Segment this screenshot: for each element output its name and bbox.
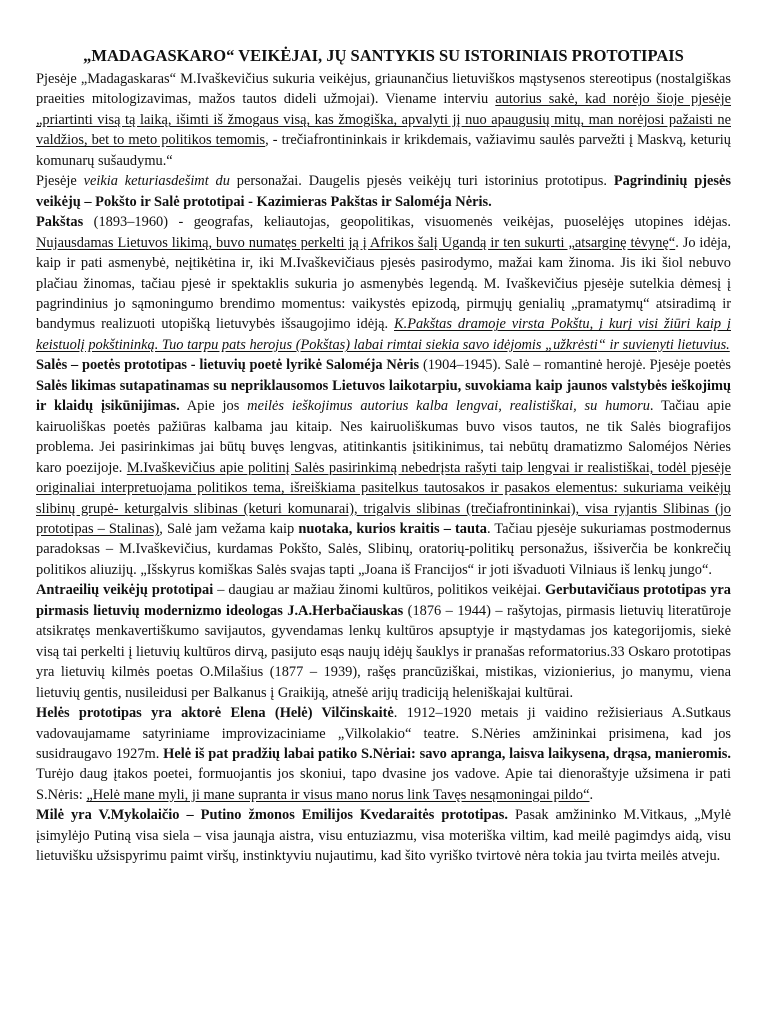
- sale-text-3: . Tačiau apie kairuoliškas poetės pažiūras kalbama jau kitaip. Nes kairuoliškumas buvo visos tautos, ne tik Salės biografijos problema. Jei pasirinkimas jai būtų buvęs lengvas, atitinkantis įsitikinimus, tai nebūtų dramatizmo Saloméjos Nėries karo poezijoje.: [36, 398, 731, 476]
- characters-text-2: personažai. Daugelis pjesės veikėjų turi istorinius prototipus.: [229, 173, 614, 190]
- paragraph-hele: [36, 703, 731, 805]
- sale-love-search: meilės ieškojimus autorius kalba lengvai, realistiškai, su humoru: [247, 398, 650, 415]
- paragraph-pakstas: [36, 212, 731, 355]
- sale-text-2: Apie jos: [179, 398, 248, 415]
- secondary-text-2: (1876 – 1944) – rašytojas, pirmasis lietuvių literatūroje atsikratęs menkavertiškumo savijautos, gyvendamas lenkų kultūros apsuptyje ir mąstydamas jos kategorijomis, siekė visą tai perkelti į lietuvių kultūros dirvą, pasijuto esąs naujų idėjų šauklys ir pranašas reformatorius.33 Oskaro prototipas yra lietuvių kilmės poetas O.Milašius (1877 – 1939), rašęs prancūziškai, mistikas, vizionierius, jo manymu, viena lietuvių gentis, nusileidusi per Balkanus į Graikiją, atnešė arijų tradiciją heleniškajai kultūrai.: [36, 602, 731, 701]
- sale-text-5: . Tačiau pjesėje sukuriamas postmodernus paradoksas – M.Ivaškevičius, kurdamas Pokšto, Salės, Slibinų, oratorių-politikų personažus, išsiverčia be konkrečių politikos aliuzijų. „Išskyrus komiškas Salės svajas tapti „Joana iš Francijos“ ir joti išvaduoti Vilniaus iš lenkų jungo“.: [36, 520, 731, 578]
- hele-text: . 1912–1920 metais ji vaidino režisieriaus A.Sutkaus vadovaujamame satyriniame improvizaciniame „Vilkolakio“ teatre. S.Nėries amžininkai prisimena, kad jos susidraugavo 1927m.: [36, 705, 731, 762]
- secondary-text: – daugiau ar mažiau žinomi kultūros, politikos veikėjai.: [213, 582, 545, 599]
- sale-text: (1904–1945). Salė – romantinė herojė. Pjesėje poetės: [419, 357, 731, 374]
- hele-text-3: .: [589, 786, 594, 803]
- paragraph-secondary: [36, 580, 731, 703]
- secondary-heading: Antraeilių veikėjų prototipai: [36, 582, 214, 599]
- intro-text-end: , - trečiafrontininkais ir krikdemais, važiavimu saulės parvežti į Maskvą, keturių komunarų sušaudymu.“: [36, 132, 731, 169]
- pakstas-name: Pakštas: [36, 214, 84, 231]
- main-prototypes: Pagrindinių pjesės veikėjų – Pokšto ir Salė prototipai - Kazimieras Pakštas ir Saloméja Nėris.: [36, 173, 731, 210]
- hele-quote: „Helė mane myli, ji mane supranta ir visus mano norus link Tavęs nesąmoningai pildo“: [86, 786, 590, 803]
- sale-bride: nuotaka, kurios kraitis – tauta: [298, 520, 487, 537]
- sale-prototype: Salės – poetės prototipas - lietuvių poetė lyrikė Saloméja Nėris: [36, 357, 420, 374]
- paragraph-intro: [36, 69, 731, 171]
- pakstas-uganda-idea: Nujausdamas Lietuvos likimą, buvo numatęs perkelti ją į Afrikos šalį Ugandą ir ten sukurti „atsarginę tėvynę“: [36, 234, 676, 251]
- hele-text-2: Turėjo daug įtakos poetei, formuojantis jos skoniui, tapo dvasine jos vadove. Apie tai dienoraštyje užsimena ir pati S.Nėris:: [36, 766, 731, 803]
- intro-text: Pjesėje „Madagaskaras“ M.Ivaškevičius sukuria veikėjus, griaunančius lietuviškos mąstysenos stereotipus (nostalgiškas praeities mitologizavimas, mažos tautos dideli užmojai). Viename interviu: [36, 71, 731, 108]
- characters-text: Pjesėje: [36, 173, 84, 190]
- hele-traits: Helė iš pat pradžių labai patiko S.Nėriai: savo apranga, laisva laikysena, drąsa, manieromis.: [163, 745, 731, 762]
- paragraph-characters: [36, 171, 731, 212]
- pakstas-italic-underline: K.Pakštas dramoje virsta Pokštu, į kurį visi žiūri kaip į keistuolį pokštininką. Tuo tarpu pats herojus (Pokštas) labai rimtai siekia savo idėjomis „užkrėsti“ ir suvienyti lietuvius.: [36, 316, 731, 353]
- sale-fate: Salės likimas sutapatinamas su nepriklausomos Lietuvos laikotarpiu, suvokiama kaip jaunos valstybės ieškojimų ir klaidų įsikūnijimas.: [36, 377, 731, 415]
- intro-quote: autorius sakė, kad norėjo šioje pjesėje „priartinti visą tą laiką, išimti iš žmogaus visą, kas žmogiška, apvalyti jį nuo apaugusių mitų, man norėjosi pažaisti ne valdžios, bet to meto politikos temomis: [36, 91, 731, 149]
- mile-prototype: Milė yra V.Mykolaičio – Putino žmonos Emilijos Kvedaraitės prototipas.: [36, 807, 508, 824]
- characters-count: veikia keturiasdešimt du: [83, 173, 230, 190]
- pakstas-bio: (1893–1960) - geografas, keliautojas, geopolitikas, visuomenės veikėjas, puoselėjęs utopines idėjas.: [83, 214, 731, 231]
- gerbutavicius-prototype: Gerbutavičiaus prototipas yra pirmasis lietuvių modernizmo ideologas J.A.Herbačiauskas: [36, 582, 731, 619]
- paragraph-mile: [36, 805, 731, 866]
- paragraph-sale: [36, 355, 731, 580]
- hele-prototype: Helės prototipas yra aktorė Elena (Helė) Vilčinskaitė: [36, 705, 394, 722]
- sale-dragons: M.Ivaškevičius apie politinį Salės pasirinkimą nebedrįsta rašyti taip lengvai ir realistiškai, todėl pjesėje originaliai interpretuojama politikos tema, išreiškiama pasitelkus tautosakos ir pasakos elementus: sukuriama veikėjų slibinų grupė- keturgalvis slibinas (keturi komunarai), trigalvis slibinas (trečiafrontininkai), visa ryjantis Slibinas (jo prototipas – Stalinas): [36, 459, 731, 537]
- pakstas-text: . Jo idėja, kaip ir pati asmenybė, neįtikėtina ir, iki M.Ivaškevičiaus pjesės pasirodymo, mažai kam žinoma. Jis iki šiol nebuvo plačiau žinomas, tačiau pjesė ir spektaklis sukuria jo asmenybės legendą. M. Ivaškevičius pjesėje sutelkia dėmesį į pagrindinius jo sąmoningumo brendimo momentus: vaikystės epizodą, pirmųjų genialių „pramatymų“ atsiradimą ir bandymus realizuoti utopišką lietuvybės išsaugojimo idėją.: [36, 234, 731, 333]
- document-title: „MADAGASKARO“ VEIKĖJAI, JŲ SANTYKIS SU ISTORINIAIS PROTOTIPAIS: [83, 46, 684, 65]
- mile-text: Pasak amžininko M.Vitkaus, „Mylė įsimylėjo Putiną visa siela – visa jaunąja aistra, visu entuziazmu, visa moteriška viltim, kad meilė pagimdys aidą, visu lietuvišku užsispyrimu paimt viršų, instinktyviu nujautimu, kad šito vyriško tvirtovė nėra tokia jau tvirta meilės atveju.: [36, 807, 731, 865]
- sale-text-4: , Salė jam vežama kaip: [159, 520, 299, 537]
